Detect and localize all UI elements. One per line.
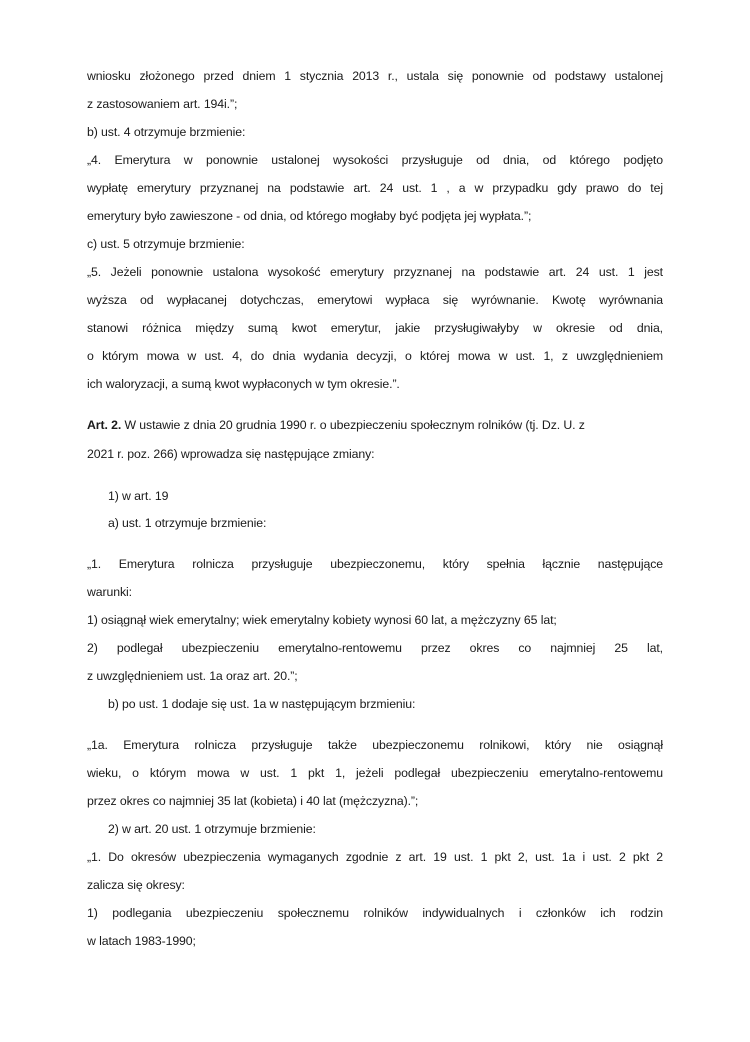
text-line: „1. Do okresów ubezpieczenia wymaganych zgodnie z art. 19 ust. 1 pkt 2, ust. 1a i ust. 2 pkt 2 — [87, 850, 663, 864]
text-line: z uwzględnieniem ust. 1a oraz art. 20.”; — [87, 669, 298, 683]
text-line: warunki: — [87, 585, 132, 599]
text-line: 1) osiągnął wiek emerytalny; wiek emerytalny kobiety wynosi 60 lat, a mężczyzny 65 lat; — [87, 613, 557, 627]
text-line: o którym mowa w ust. 4, do dnia wydania decyzji, o której mowa w ust. 1, z uwzględnieniem — [87, 349, 663, 363]
text-line: 2021 r. poz. 266) wprowadza się następujące zmiany: — [87, 447, 375, 461]
text-line: W ustawie z dnia 20 grudnia 1990 r. o ubezpieczeniu społecznym rolników (tj. Dz. U. z — [121, 418, 585, 432]
text-line: wyższa od wypłacanej dotychczas, emerytowi wypłaca się wyrównanie. Kwotę wyrównania — [87, 293, 663, 307]
text-line: wypłatę emerytury przyznanej na podstawie art. 24 ust. 1 , a w przypadku gdy prawo do tej — [87, 181, 663, 195]
text-line: wniosku złożonego przed dniem 1 stycznia 2013 r., ustala się ponownie od podstawy ustalonej — [87, 69, 663, 83]
text-line: w latach 1983-1990; — [87, 934, 196, 948]
article-2-line — [87, 417, 663, 433]
text-line: „1a. Emerytura rolnicza przysługuje także ubezpieczonemu rolnikowi, który nie osiągnął — [87, 738, 663, 752]
text-line: emerytury było zawieszone - od dnia, od którego mogłaby być podjęta jej wypłata.”; — [87, 209, 532, 223]
text-line: stanowi różnica między sumą kwot emerytur, jakie przysługiwałyby w okresie od dnia, — [87, 321, 663, 335]
text-line: 1) podlegania ubezpieczeniu społecznemu rolników indywidualnych i członków ich rodzin — [87, 906, 663, 920]
article-label: Art. 2. — [87, 418, 122, 432]
text-line: zalicza się okresy: — [87, 878, 185, 892]
list-item: 1) w art. 19 — [108, 489, 169, 503]
text-line: b) ust. 4 otrzymuje brzmienie: — [87, 125, 246, 139]
text-line: z zastosowaniem art. 194i.”; — [87, 97, 238, 111]
text-line: „5. Jeżeli ponownie ustalona wysokość emerytury przyznanej na podstawie art. 24 ust. 1 jest — [87, 265, 663, 279]
text-line: ich waloryzacji, a sumą kwot wypłaconych w tym okresie.”. — [87, 377, 400, 391]
list-item: b) po ust. 1 dodaje się ust. 1a w następującym brzmieniu: — [108, 697, 416, 711]
list-item: a) ust. 1 otrzymuje brzmienie: — [108, 516, 267, 530]
text-line: „4. Emerytura w ponownie ustalonej wysokości przysługuje od dnia, od którego podjęto — [87, 153, 663, 167]
list-item: 2) w art. 20 ust. 1 otrzymuje brzmienie: — [108, 822, 316, 836]
text-line: wieku, o którym mowa w ust. 1 pkt 1, jeżeli podlegał ubezpieczeniu emerytalno-rentowemu — [87, 766, 663, 780]
text-line: 2) podlegał ubezpieczeniu emerytalno-rentowemu przez okres co najmniej 25 lat, — [87, 641, 663, 655]
text-line: „1. Emerytura rolnicza przysługuje ubezpieczonemu, który spełnia łącznie następujące — [87, 557, 663, 571]
text-line: c) ust. 5 otrzymuje brzmienie: — [87, 237, 245, 251]
text-line: przez okres co najmniej 35 lat (kobieta) i 40 lat (mężczyzna).”; — [87, 794, 419, 808]
